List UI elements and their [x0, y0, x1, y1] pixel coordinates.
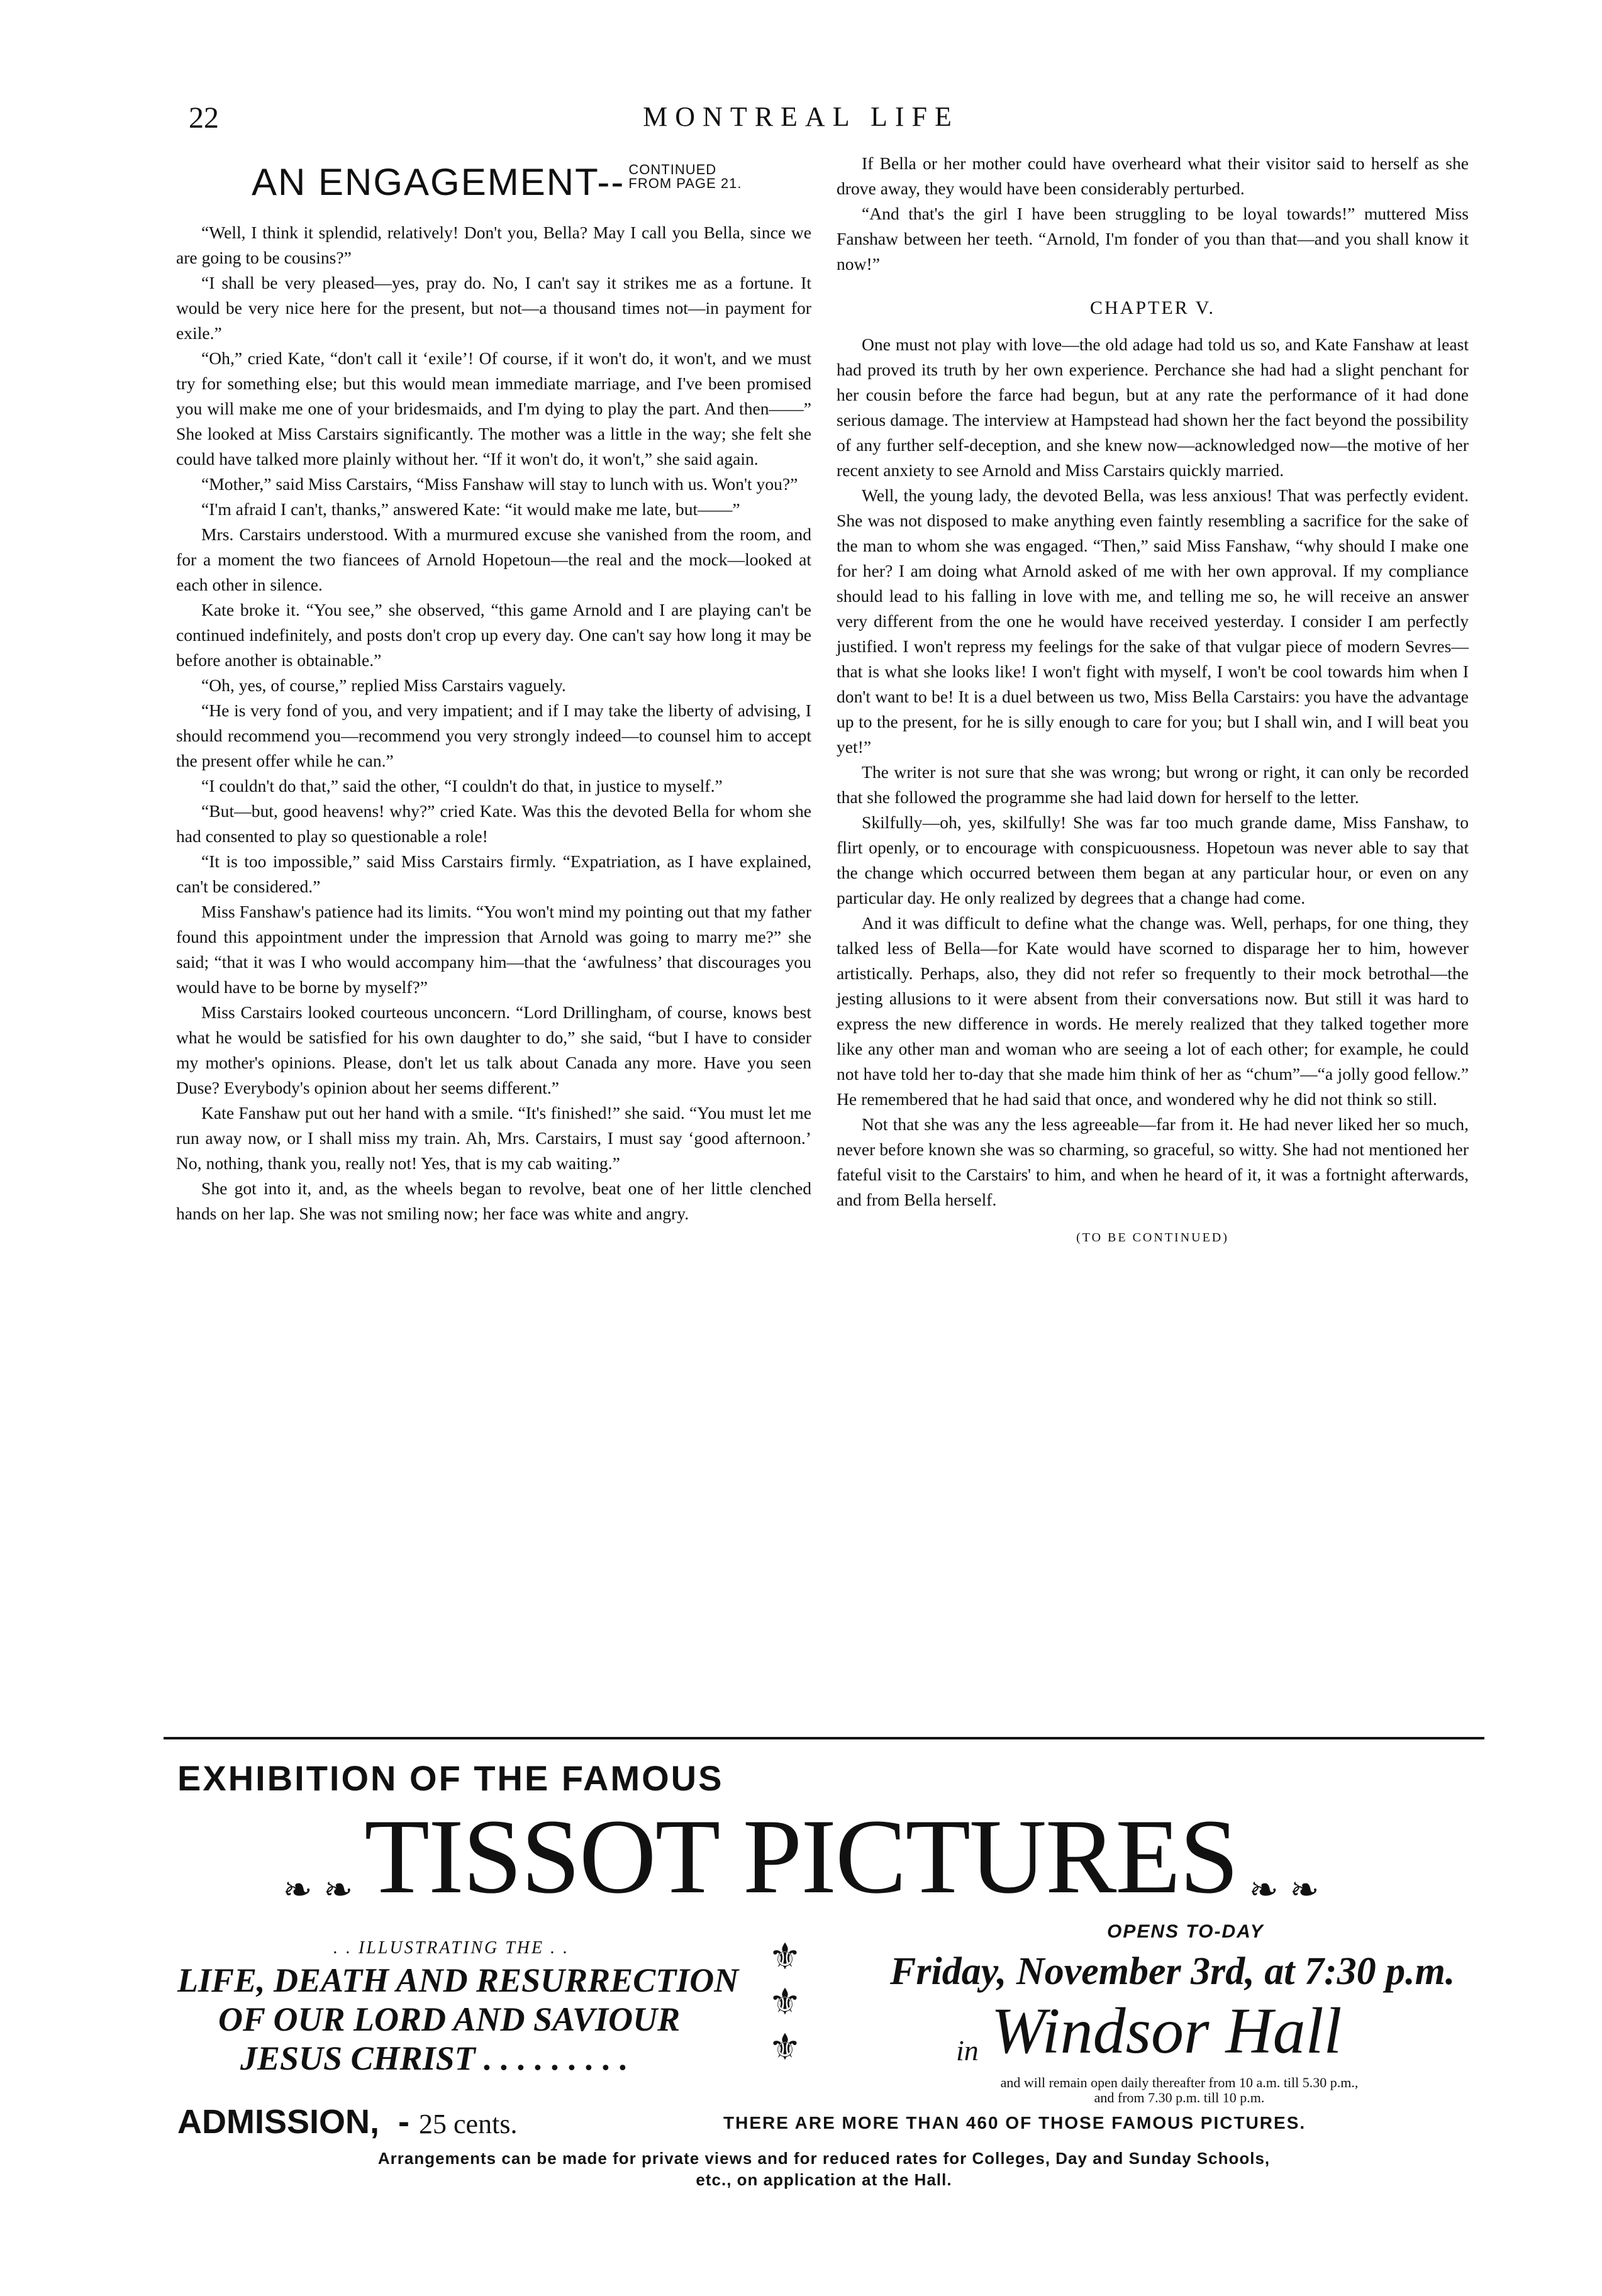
- story-paragraph: Kate Fanshaw put out her hand with a smile. “It's finished!” she said. “You must let me run away now, or I shall miss my train. Ah, Mrs. Carstairs, I must say ‘good afternoon.’ No, nothing, thank you, really not! Yes, that is my cab waiting.”: [176, 1103, 811, 1173]
- story-paragraph: “I couldn't do that,” said the other, “I couldn't do that, in justice to myself.”: [201, 776, 723, 796]
- ad-hours-line: and from 7.30 p.m. till 10 p.m.: [1094, 2090, 1265, 2105]
- story-paragraph: “Well, I think it splendid, relatively! Don't you, Bella? May I call you Bella, since we are going to be cousins?”: [176, 223, 811, 267]
- fleur-de-lis-column: [769, 1934, 801, 2070]
- left-column: [176, 220, 811, 1226]
- ornament-left-icon: ❧ ❧: [282, 1869, 353, 1911]
- story-paragraph: If Bella or her mother could have overheard what their visitor said to herself as she drove away, they would have been considerably perturbed.: [837, 153, 1469, 198]
- story-paragraph: The writer is not sure that she was wrong; but wrong or right, it can only be recorded that she followed the programme she had laid down for herself to the letter.: [837, 762, 1469, 807]
- section-divider: [164, 1737, 1484, 1739]
- story-paragraph: Mrs. Carstairs understood. With a murmured excuse she vanished from the room, and for a moment the two fiancees of Arnold Hopetoun—the real and the mock—looked at each other in silence.: [176, 524, 811, 594]
- ad-venue-row: [956, 1994, 1342, 2068]
- right-column-opening: [837, 151, 1469, 277]
- continued-note: [628, 163, 742, 191]
- right-column: [837, 151, 1469, 1250]
- chapter-heading: CHAPTER V.: [1090, 297, 1215, 318]
- story-paragraph: Not that she was any the less agreeable—far from it. He had never liked her so much, never before known she was so charming, so graceful, so witty. She had not mentioned her fateful visit to the Carstairs' to him, and when he heard of it, it was a fortnight afterwards, and from Bella herself.: [837, 1114, 1469, 1209]
- ornament-right-icon: ❧ ❧: [1249, 1869, 1320, 1911]
- story-paragraph: And it was difficult to define what the change was. Well, perhaps, for one thing, they talked less of Bella—for Kate would have scorned to disparage her to him, however artistically. Perhaps, also, they did not refer so frequently to their mock betrothal—the jesting allusions to it were absent from their conversations now. But still it was hard to express the new difference in words. He merely realized that they talked together more like any other man and woman who are seeing a lot of each other; for example, he could not have told her to-day that she made him think of her as “chum”—“a jolly good fellow.” He remembered that he had said that once, and wondered why he did not think so still.: [837, 913, 1469, 1109]
- ad-subject: [177, 1961, 738, 2078]
- page-number: 22: [189, 101, 219, 135]
- to-be-continued: (TO BE CONTINUED): [1076, 1231, 1229, 1245]
- fleur-de-lis-icon: ⚜: [769, 1980, 801, 2023]
- story-paragraph: One must not play with love—the old adage had told us so, and Kate Fanshaw at least had proved its truth by her own experience. Perchance she had had a slight penchant for her cousin before the farce had begun, but at any rate the performance of it had done serious damage. The interview at Hampstead had shown her the fact beyond the possibility of any further self-deception, and she knew now—acknowledged now—the motive of her recent anxiety to see Arnold and Miss Carstairs quickly married.: [837, 335, 1469, 480]
- ad-picture-count: THERE ARE MORE THAN 460 OF THOSE FAMOUS PICTURES.: [723, 2113, 1306, 2132]
- story-paragraph: “He is very fond of you, and very impatient; and if I may take the liberty of advising, I should recommend you—recommend you very strongly indeed—to counsel him to accept the present offer while he can.”: [176, 701, 811, 770]
- story-paragraph: “And that's the girl I have been struggling to be loyal towards!” muttered Miss Fanshaw between her teeth. “Arnold, I'm fonder of you than that—and you shall know it now!”: [837, 204, 1469, 274]
- story-paragraph: Miss Carstairs looked courteous unconcern. “Lord Drillingham, of course, knows best what he would be satisfied for his own daughter to do,” she said, “but I have to consider my mother's opinions. Please, don't let us talk about Canada any more. Have you seen Duse? Everybody's opinion about her seems different.”: [176, 1002, 811, 1097]
- right-column-chapter-body: [837, 332, 1469, 1212]
- story-paragraph: “I shall be very pleased—yes, pray do. No, I can't say it strikes me as a fortune. It would be very nice here for the present, but not—a thousand times not—in payment for exile.”: [176, 273, 811, 343]
- ad-date-line: Friday, November 3rd, at 7:30 p.m.: [890, 1950, 1455, 1993]
- ad-admission-label: ADMISSION, -: [177, 2103, 410, 2141]
- ad-main-title: TISSOT PICTURES: [364, 1797, 1238, 1916]
- story-paragraph: Miss Fanshaw's patience had its limits. “You won't mind my pointing out that my father found this appointment under the impression that Arnold was going to marry me?” she said; “that it was I who would accompany him—that the ‘awfulness’ that discourages you would have to be borne by myself?”: [176, 902, 811, 997]
- fleur-de-lis-icon: ⚜: [769, 1935, 801, 1978]
- ad-illustrating: . . ILLUSTRATING THE . .: [333, 1938, 570, 1958]
- story-paragraph: Skilfully—oh, yes, skilfully! She was far too much grande dame, Miss Fanshaw, to flirt openly, or to encourage with conspicuousness. Hopetoun was never able to say that the change which occurred between them began at any particular hour, or even on any particular day. He only realized by degrees that a change had come.: [837, 812, 1469, 907]
- ad-arrangements-line: etc., on application at the Hall.: [696, 2170, 952, 2189]
- ad-subject-line: JESUS CHRIST . . . . . . . . .: [240, 2039, 628, 2077]
- story-paragraph: She got into it, and, as the wheels began to revolve, beat one of her little clenched hands on her lap. She was not smiling now; her face was white and angry.: [176, 1179, 811, 1223]
- fleur-de-lis-icon: ⚜: [769, 2026, 801, 2068]
- story-paragraph: “I'm afraid I can't, thanks,” answered Kate: “it would make me late, but——”: [201, 499, 740, 519]
- ad-arrangements-line: Arrangements can be made for private views and for reduced rates for Colleges, Day and Sunday Schools,: [377, 2149, 1271, 2168]
- ad-subject-line: OF OUR LORD AND SAVIOUR: [218, 2000, 681, 2038]
- story-paragraph: “It is too impossible,” said Miss Carstairs firmly. “Expatriation, as I have explained, can't be considered.”: [176, 851, 811, 896]
- ad-venue: Windsor Hall: [991, 1995, 1342, 2067]
- continued-line-1: CONTINUED: [628, 162, 717, 177]
- story-paragraph: “Oh, yes, of course,” replied Miss Carstairs vaguely.: [201, 675, 566, 695]
- ad-opens-today: OPENS TO-DAY: [1107, 1921, 1264, 1942]
- running-head: MONTREAL LIFE: [643, 101, 959, 132]
- ad-title-row: [0, 1795, 1602, 1918]
- ad-venue-prefix: in: [956, 2034, 979, 2066]
- story-title-text: AN ENGAGEMENT--: [252, 161, 625, 203]
- ad-subject-line: LIFE, DEATH AND RESURRECTION: [177, 1961, 739, 1999]
- ad-hours-line: and will remain open daily thereafter from 10 a.m. till 5.30 p.m.,: [1000, 2075, 1359, 2090]
- story-title: [252, 160, 742, 204]
- continued-line-2: FROM PAGE 21.: [628, 175, 742, 191]
- story-paragraph: Well, the young lady, the devoted Bella, was less anxious! That was perfectly evident. She was not disposed to make anything even faintly resembling a sacrifice for the sake of the man to whom she was engaged. “Then,” said Miss Fanshaw, “why should I make one for her? I am doing what Arnold asked of me with her own approval. If my compliance should lead to his falling in love with me, and telling me so, he will receive an answer very different from the one he would have received yesterday. I consider I am perfectly justified. I won't repress my feelings for the sake of that vulgar piece of modern Sevres—that is what she looks like! I won't fight with myself, I won't be cool towards him when I don't want to be! It is a duel between us two, Miss Bella Carstairs: you have the advantage up to the present, for he is silly enough to care for you; but I shall win, and I will beat you yet!”: [837, 485, 1469, 757]
- story-paragraph: “Mother,” said Miss Carstairs, “Miss Fanshaw will stay to lunch with us. Won't you?”: [201, 474, 798, 494]
- story-paragraph: “Oh,” cried Kate, “don't call it ‘exile’! Of course, if it won't do, it won't, and we must try for something else; but this would mean immediate marriage, and I've been promised you will make me one of your bridesmaids, and I'm dying to play the part. And then——” She looked at Miss Carstairs significantly. The mother was a little in the way; she felt she could have talked more plainly without her. “If it won't do, it won't,” she said again.: [176, 348, 811, 469]
- ad-admission: [177, 2102, 517, 2141]
- story-paragraph: Kate broke it. “You see,” she observed, “this game Arnold and I are playing can't be continued indefinitely, and posts don't crop up every day. One can't say how long it may be before another is obtainable.”: [176, 600, 811, 670]
- story-paragraph: “But—but, good heavens! why?” cried Kate. Was this the devoted Bella for whom she had consented to play so questionable a role!: [176, 801, 811, 846]
- ad-arrangements: [201, 2148, 1447, 2190]
- ad-exhibition-line: EXHIBITION OF THE FAMOUS: [177, 1758, 724, 1798]
- ad-hours: [893, 2075, 1466, 2105]
- ad-admission-price: 25 cents.: [419, 2109, 518, 2139]
